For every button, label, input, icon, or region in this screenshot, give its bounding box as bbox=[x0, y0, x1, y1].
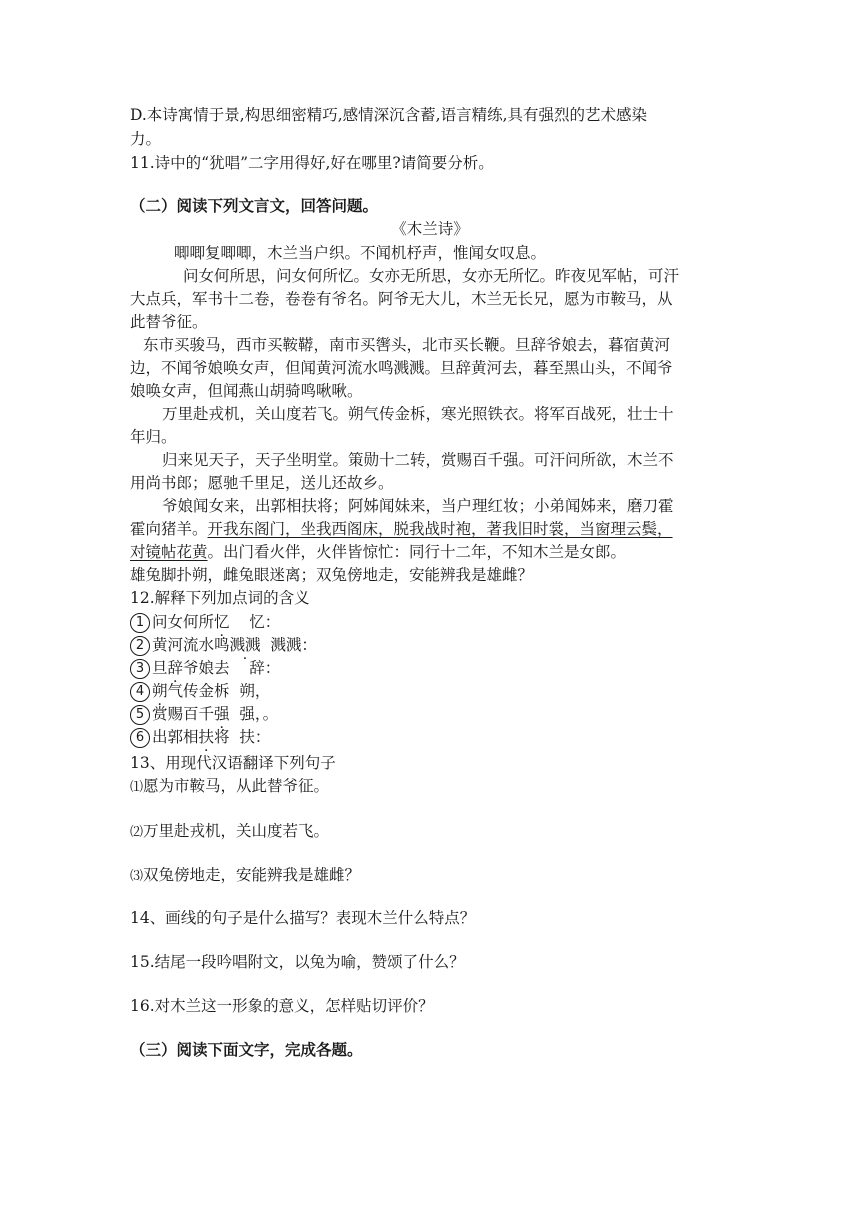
circled-number: 3 bbox=[130, 659, 150, 679]
circled-number: 2 bbox=[130, 636, 150, 656]
circled-number: 4 bbox=[130, 682, 150, 702]
q12-item-5 bbox=[130, 703, 278, 725]
q12-item-3 bbox=[130, 657, 280, 679]
item-text: 旦 bbox=[152, 659, 168, 677]
answer-label: 强，。 bbox=[239, 705, 279, 723]
poem-paragraph-7: 雄兔脚扑朔，雌兔眼迷离；双兔傍地走，安能辨我是雄雌？ bbox=[130, 566, 534, 584]
question-16: 16.对木兰这一形象的意义，怎样贴切评价？ bbox=[130, 997, 434, 1015]
item-text: 黄河流水鸣 bbox=[152, 636, 230, 654]
paren-number: ⑶ bbox=[130, 869, 144, 884]
item-text: 爷娘去 bbox=[183, 659, 230, 677]
poem-paragraph-5-line-2: 用尚书郎；愿驰千里足，送儿还故乡。 bbox=[130, 474, 394, 492]
dotted-word: 扶 bbox=[198, 728, 215, 746]
poem-paragraph-4-line-1: 万里赴戎机，关山度若飞。朔气传金柝，寒光照铁衣。将军百战死，壮士十 bbox=[162, 405, 674, 423]
question-12: 12.解释下列加点词的含义 bbox=[130, 589, 310, 607]
answer-label: 辞： bbox=[249, 659, 281, 677]
item-text: 气传金柝 bbox=[167, 682, 230, 700]
question-14: 14、画线的句子是什么描写？表现木兰什么特点？ bbox=[130, 909, 476, 927]
paren-number: ⑵ bbox=[130, 825, 144, 840]
answer-label: 忆： bbox=[249, 613, 281, 631]
q13-sentence-3 bbox=[130, 864, 360, 888]
sentence-text: 万里赴戎机，关山度若飞。 bbox=[143, 822, 330, 840]
option-d-line-1: D.本诗寓情于景,构思细密精巧,感情深沉含蓄,语言精练,具有强烈的艺术感染 bbox=[130, 106, 648, 124]
poem-paragraph-6-line-2 bbox=[130, 518, 673, 540]
item-text: 将 bbox=[214, 728, 230, 746]
item-text: 赏赐百千 bbox=[152, 705, 215, 723]
answer-label: 扶： bbox=[239, 728, 271, 746]
q12-item-2 bbox=[130, 634, 317, 656]
dotted-word: 朔 bbox=[152, 682, 168, 700]
poem-text: 霍向猪羊。 bbox=[130, 520, 208, 538]
sentence-text: 双兔傍地走，安能辨我是雄雌？ bbox=[143, 866, 361, 884]
poem-title: 《木兰诗》 bbox=[391, 220, 469, 238]
poem-paragraph-6-line-1: 爷娘闻女来，出郭相扶将；阿姊闻妹来，当户理红妆；小弟闻姊来，磨刀霍 bbox=[162, 497, 674, 515]
poem-paragraph-6-line-3 bbox=[130, 541, 626, 563]
poem-paragraph-3-line-1: 东市买骏马，西市买鞍鞯，南市买辔头，北市买长鞭。旦辞爷娘去，暮宿黄河 bbox=[143, 336, 671, 354]
poem-paragraph-3-line-3: 娘唤女声，但闻燕山胡骑鸣啾啾。 bbox=[130, 382, 363, 400]
paren-number: ⑴ bbox=[130, 780, 144, 795]
section-3-heading: （三）阅读下面文字，完成各题。 bbox=[130, 1041, 363, 1059]
sentence-text: 愿为市鞍马，从此替爷征。 bbox=[143, 777, 330, 795]
q12-item-6 bbox=[130, 726, 270, 748]
option-d-line-2: 力。 bbox=[130, 130, 162, 148]
q12-item-1 bbox=[130, 611, 280, 633]
poem-paragraph-1: 唧唧复唧唧，木兰当户织。不闻机杼声，惟闻女叹息。 bbox=[174, 244, 547, 262]
poem-paragraph-3-line-2: 边，不闻爷娘唤女声，但闻黄河流水鸣溅溅。旦辞黄河去，暮至黑山头，不闻爷 bbox=[130, 359, 673, 377]
question-13: 13、用现代汉语翻译下列句子 bbox=[130, 754, 336, 772]
question-15: 15.结尾一段吟唱附文，以兔为喻，赞颂了什么？ bbox=[130, 953, 465, 971]
question-11: 11.诗中的“犹唱”二字用得好,好在哪里?请简要分析。 bbox=[130, 154, 494, 172]
dotted-word: 辞 bbox=[167, 659, 184, 677]
q12-item-4 bbox=[130, 680, 270, 702]
dotted-word: 强 bbox=[214, 705, 230, 723]
dotted-word: 溅溅 bbox=[229, 636, 261, 654]
circled-number: 6 bbox=[130, 728, 150, 748]
answer-label: 溅溅： bbox=[270, 636, 317, 654]
dotted-word: 忆 bbox=[214, 613, 230, 631]
underlined-sentence: 开我东阁门，坐我西阁床，脱我战时袍，著我旧时裳，当窗理云鬓， bbox=[207, 520, 673, 538]
poem-paragraph-5-line-1: 归来见天子，天子坐明堂。策勋十二转，赏赐百千强。可汗问所欲，木兰不 bbox=[162, 451, 674, 469]
poem-text: 。出门看火伴，火伴皆惊忙：同行十二年，不知木兰是女郎。 bbox=[207, 543, 627, 561]
q13-sentence-1 bbox=[130, 775, 329, 799]
section-2-heading: （二）阅读下列文言文，回答问题。 bbox=[130, 197, 379, 215]
poem-paragraph-2-line-1: 问女何所思，问女何所忆。女亦无所思，女亦无所忆。昨夜见军帖，可汗 bbox=[183, 267, 680, 285]
poem-paragraph-2-line-3: 此替爷征。 bbox=[130, 313, 208, 331]
item-text: 出郭相 bbox=[152, 728, 199, 746]
circled-number: 1 bbox=[130, 613, 150, 633]
q13-sentence-2 bbox=[130, 820, 329, 844]
underlined-sentence: 对镜帖花黄 bbox=[130, 543, 208, 561]
item-text: 问女何所 bbox=[152, 613, 215, 631]
poem-paragraph-2-line-2: 大点兵，军书十二卷，卷卷有爷名。阿爷无大儿，木兰无长兄，愿为市鞍马，从 bbox=[130, 290, 673, 308]
answer-label: 朔， bbox=[239, 682, 271, 700]
poem-paragraph-4-line-2: 年归。 bbox=[130, 428, 177, 446]
circled-number: 5 bbox=[130, 705, 150, 725]
